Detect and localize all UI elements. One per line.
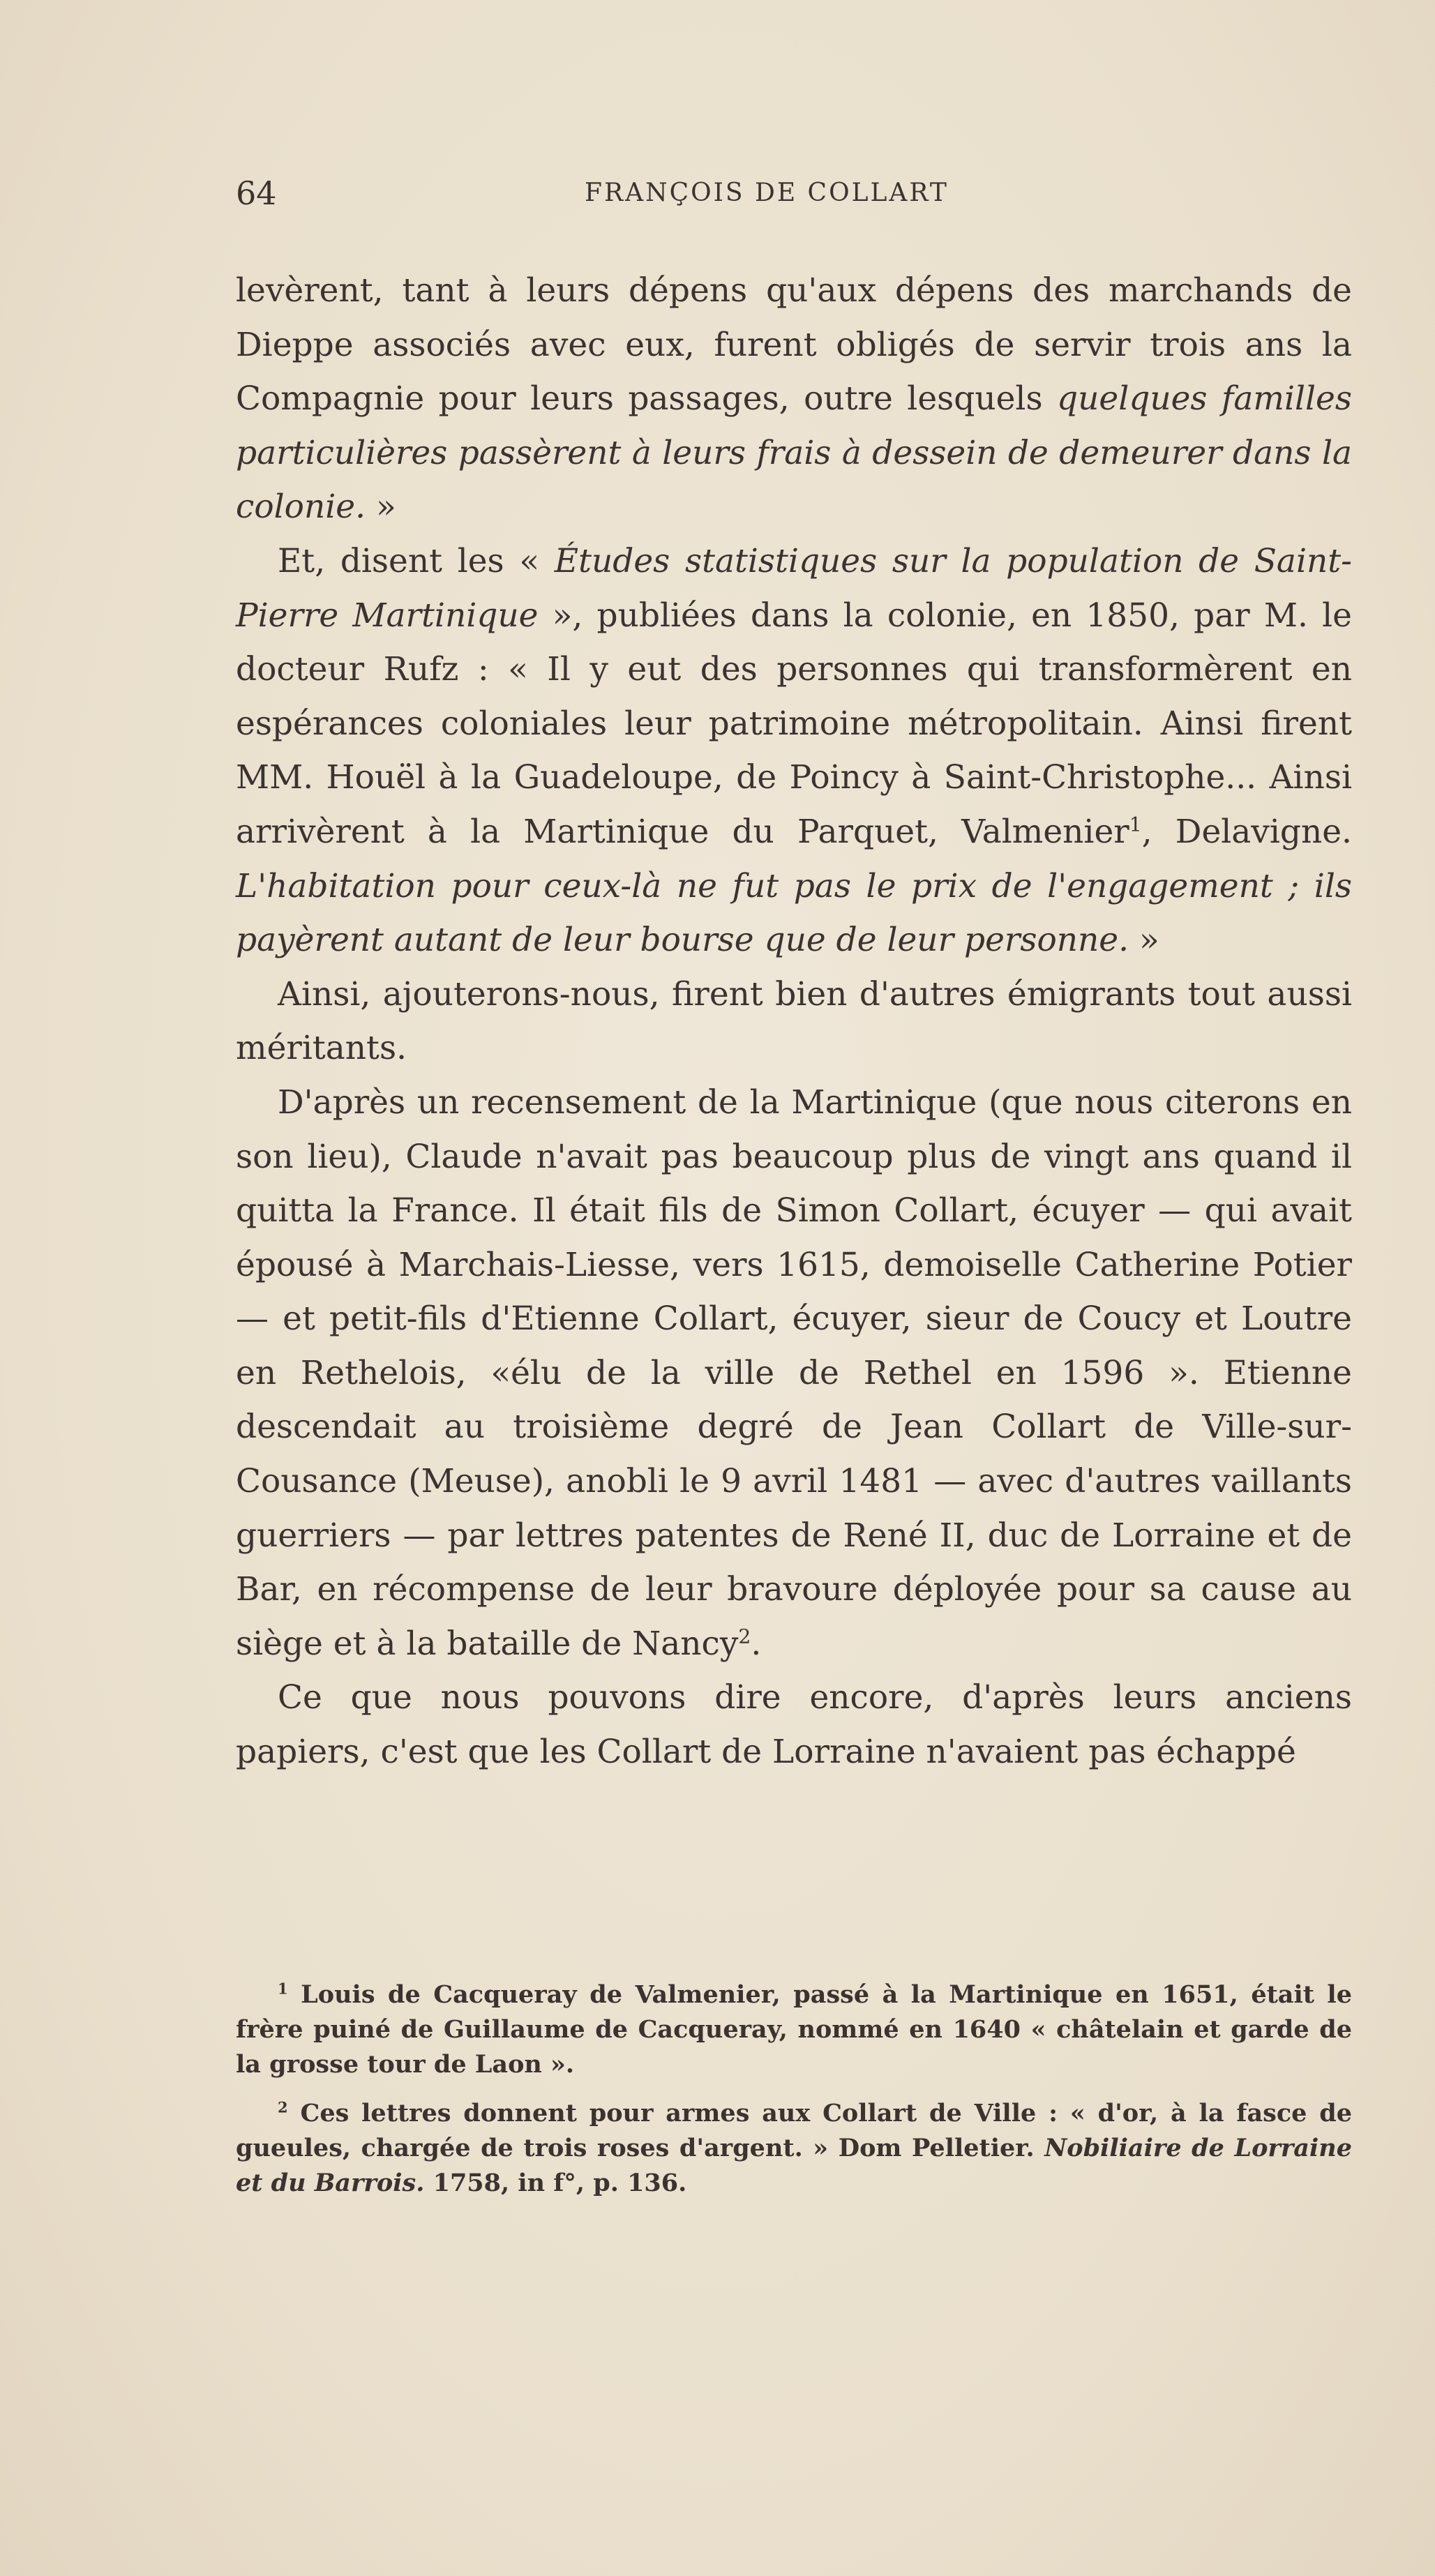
page-number: 64 [236,174,277,212]
footnote-ref-1: 1 [1129,813,1142,836]
paragraph-3: Ainsi, ajouterons-nous, firent bien d'autres émigrants tout aussi méritants. [236,974,1352,1068]
running-head [236,174,1352,230]
running-title: FRANÇOIS DE COLLART [585,179,949,207]
paragraph-2: Et, disent les « Études statistiques sur la population de Saint-Pierre Martinique », publiées dans la colonie, en 1850, par M. le docteur Rufz : « Il y eut des personnes qui transformèrent en espérances coloniales leur patrimoine métropolitain. Ainsi firent MM. Houël à la Guadeloupe, de Poincy à Saint-Christophe... Ainsi arrivèrent à la Martinique du Parquet, Valmenier$^1$, Delavigne. L'habitation pour ceux-là ne fut pas le prix de l'engagement ; ils payèrent autant de leur bourse que de leur personne. » [236,541,1353,960]
paragraph-5: Ce que nous pouvons dire encore, d'après leurs anciens papiers, c'est que les Collart de Lorraine n'avaient pas échappé [236,1678,1352,1772]
footnote-mark-1: 1 [278,1980,288,1998]
body-text [236,264,1352,1779]
footnote-ref-2: 2 [738,1625,751,1648]
paragraph-1: levèrent, tant à leurs dépens qu'aux dépens des marchands de Dieppe associés avec eux, furent obligés de servir trois ans la Compagnie pour leurs passages, outre lesquels quelques familles particulières passèrent à leurs frais à dessein de demeurer dans la colonie. » [236,271,1352,527]
footnote-1: $^1$ Louis de Cacqueray de Valmenier, passé à la Martinique en 1651, était le frère puiné de Guillaume de Cacqueray, nommé en 1640 « châtelain et garde de la grosse tour de Laon ». [236,1980,1352,2079]
footnote-2: $^2$ Ces lettres donnent pour armes aux Collart de Ville : « d'or, à la fasce de gueules, chargée de trois roses d'argent. » Dom Pelletier. Nobiliaire de Lorraine et du Barrois. 1758, in f°, p. 136. [236,2098,1352,2197]
paragraph-4: D'après un recensement de la Martinique (que nous citerons en son lieu), Claude n'avait pas beaucoup plus de vingt ans quand il quitta la France. Il était fils de Simon Collart, écuyer — qui avait épousé à Marchais-Liesse, vers 1615, demoiselle Catherine Potier — et petit-fils d'Etienne Collart, écuyer, sieur de Coucy et Loutre en Rethelois, «élu de la ville de Rethel en 1596 ». Etienne descendait au troisième degré de Jean Collart de Ville-sur-Cousance (Meuse), anobli le 9 avril 1481 — avec d'autres vaillants guerriers — par lettres patentes de René II, duc de Lorraine et de Bar, en récompense de leur bravoure déployée pour sa cause au siège et à la bataille de Nancy$^2$. [236,1083,1352,1663]
footnote-mark-2: 2 [278,2098,288,2116]
footnotes [236,1978,1352,2201]
